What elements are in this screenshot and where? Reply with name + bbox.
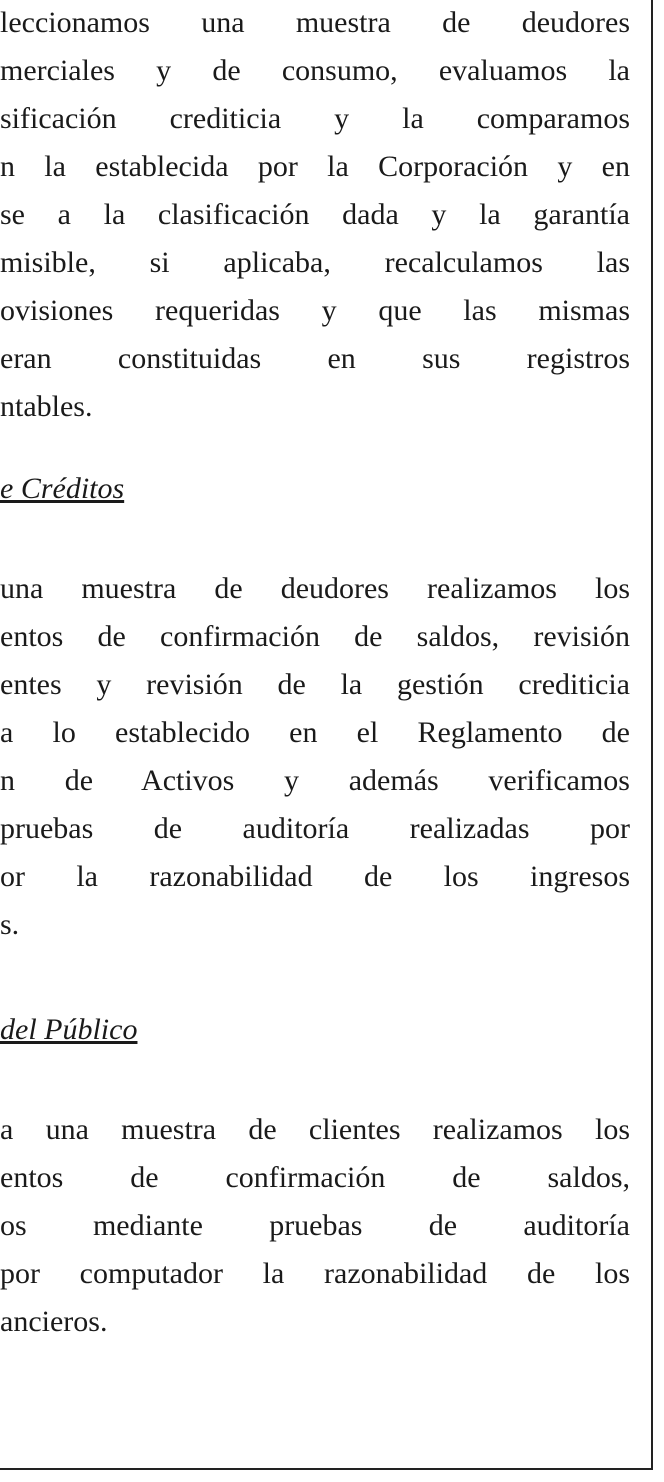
paragraph-line: merciales y de consumo, evaluamos la xyxy=(0,54,630,87)
paragraph-line: se a la clasificación dada y la garantía xyxy=(0,198,630,231)
page-frame-right-border xyxy=(651,0,653,1470)
paragraph-line: n de Activos y además verificamos xyxy=(0,764,630,797)
page-frame-bottom-border xyxy=(0,1468,653,1470)
paragraph-line: n la establecida por la Corporación y en xyxy=(0,150,630,183)
paragraph-line: sificación crediticia y la comparamos xyxy=(0,102,630,135)
paragraph-line: a lo establecido en el Reglamento de xyxy=(0,716,630,749)
section-heading-publico: del Público xyxy=(0,1013,138,1046)
paragraph-line: misible, si aplicaba, recalculamos las xyxy=(0,246,630,279)
paragraph-line: eran constituidas en sus registros xyxy=(0,342,630,375)
paragraph-line: ntables. xyxy=(0,390,93,423)
paragraph-line: una muestra de deudores realizamos los xyxy=(0,572,630,605)
paragraph-line: leccionamos una muestra de deudores xyxy=(0,6,630,39)
paragraph-line: por computador la razonabilidad de los xyxy=(0,1257,630,1290)
paragraph-line: or la razonabilidad de los ingresos xyxy=(0,860,630,893)
paragraph-line: ovisiones requeridas y que las mismas xyxy=(0,294,630,327)
paragraph-line: a una muestra de clientes realizamos los xyxy=(0,1113,630,1146)
paragraph-line: entes y revisión de la gestión crediticia xyxy=(0,668,630,701)
paragraph-line: s. xyxy=(0,908,20,941)
section-heading-creditos: e Créditos xyxy=(0,472,125,505)
paragraph-line: entos de confirmación de saldos, xyxy=(0,1161,630,1194)
paragraph-line: entos de confirmación de saldos, revisión xyxy=(0,620,630,653)
paragraph-line: os mediante pruebas de auditoría xyxy=(0,1209,630,1242)
paragraph-line: pruebas de auditoría realizadas por xyxy=(0,812,630,845)
paragraph-line: ancieros. xyxy=(0,1305,108,1338)
